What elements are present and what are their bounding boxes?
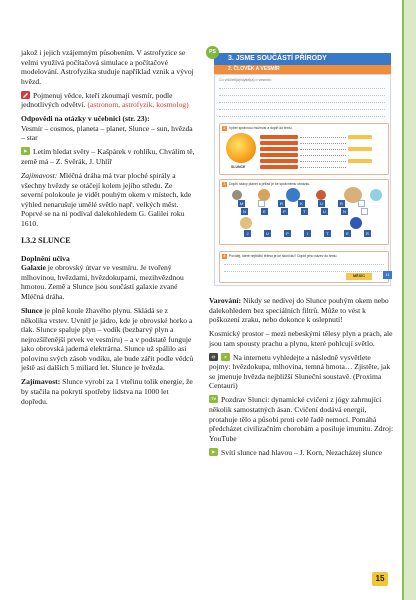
workbook-subtitle: 2. ČLOVĚK A VESMÍR [214, 65, 391, 74]
planet-letter: P [284, 230, 291, 237]
scientists-task [21, 91, 195, 110]
video-icon: ▶ [21, 147, 30, 155]
planet-icon [316, 190, 326, 200]
planet-letter: U [264, 230, 271, 237]
planet-letter: T [301, 208, 308, 215]
yoga-label: Pozdrav Slunci: [221, 395, 270, 405]
answer-line [224, 264, 384, 265]
fill-row [260, 135, 360, 139]
planet-letter: U [321, 208, 328, 215]
side-color-bar [402, 0, 416, 600]
planet-icon [350, 217, 362, 229]
section-title: I.3.2 SLUNCE [21, 236, 71, 246]
answer-line [219, 95, 385, 96]
galaxy-term: Galaxie [21, 263, 46, 273]
sun-term: Slunce [21, 306, 43, 316]
answer-line [219, 88, 385, 89]
fact2-label: Zajímavost: [21, 377, 61, 387]
planet-letter: R [364, 230, 371, 237]
planet-icon [370, 189, 382, 201]
at-icon: @ [209, 353, 218, 361]
sun-text: je plně koule žhavého plynu. Skládá se z několika vrstev. Uvnitř je jádro, kde je obrovské horko a tlak. Slunce spaluje plyn – vodík (bezbarvý plyn a nejrozšířenější prvek ve vesmíru) – a v podstatě funguje jako obrovská jaderná elektrárna. Slunce už spálilo asi polovinu svých zásob vodíku, ale bude zářit podle vědců ještě asi dalších 5 miliard let. Slunce je hvězda. [21, 306, 194, 373]
scientists-task-answer: (astronom, astrofyzik, kosmolog) [87, 100, 189, 110]
planet-letter: U [318, 200, 325, 207]
search-icon: ⌕ [221, 353, 230, 361]
fill-row [260, 159, 360, 163]
pencil-icon [21, 91, 30, 99]
song-tip-1 [21, 147, 195, 166]
scientists-task-text: Pojmenuj vědce, kteří zkoumají vesmír, podle jednotlivých odvětví. [21, 90, 173, 110]
sun-paragraph [21, 306, 195, 373]
workbook-task-3: 3 Doplň názvy planet a přiřaď je ke správnému obrázku. M R K U R N E P T U N J U P I T E R [219, 179, 389, 245]
planet-letter: R [278, 200, 285, 207]
planet-letter: E [344, 230, 351, 237]
planet-letter: N [241, 208, 248, 215]
planet-icon [232, 190, 242, 200]
supplement-heading: Doplnění učiva [21, 253, 70, 263]
warning-paragraph [209, 296, 394, 325]
fill-row [260, 141, 360, 145]
workbook-badge: PS [206, 46, 219, 59]
fact-text: Mléčná dráha má tvar ploché spirály a všechny hvězdy se otáčejí kolem jejího středu. Ze severní polokoule je vidět pouhým okem v místech, kde výhled nenarušuje umělé světlo např. velkých měst. Poprvé se na ni podíval dalekohledem G. Galilei roku 1610. [21, 171, 192, 228]
fact-label: Zajímavost: [21, 171, 58, 181]
space-paragraph: Kosmický prostor – mezi nebeskými tělesy plyn a prach, ale jsou tam spousty prachu a plynu, které pohlcují světlo. [209, 329, 393, 348]
song-tip-2 [209, 448, 394, 458]
fact2-text: Slunce vyrobí za 1 vteřinu tolik energie, že by stačila na pokrytí spotřeby lidstva na 1000 let dopředu. [21, 377, 193, 406]
answer-line [224, 271, 384, 272]
planet-letter: E [261, 208, 268, 215]
fill-row [260, 165, 360, 169]
astrophysics-paragraph: jakož i jejich vzájemným působením. V astrofyzice se velmi využívá počítačová simulace a počítačové modelování. Astrofyzika studuje například vznik a vývoj hvězd. [21, 48, 194, 86]
planet-letter [361, 208, 368, 215]
planet-letter: K [298, 200, 305, 207]
task-3-text: Doplň názvy planet a přiřaď je ke správnému obrázku. [229, 182, 311, 186]
galaxy-text: je obrovský útvar ve vesmíru. Je tvořený mlhovinou, hvězdami, hvězdokupami, mezihvězdnou hmotou. Země a Slunce jsou součástí galaxie zvané Mléčná dráha. [21, 263, 184, 302]
planet-letter: P [281, 208, 288, 215]
workbook-task-2: 2 Vyber správnou možnost a doplň do textu. SLUNCE [219, 123, 389, 175]
right-column [209, 296, 394, 462]
workbook-thumbnail [206, 46, 396, 286]
answer-line [219, 102, 385, 103]
task-4-text: Povídej, které nejbližší těleso je ke sluníčku? Doplň jeho název do textu. [229, 254, 338, 258]
fill-row [260, 147, 360, 151]
page-number: 15 [372, 572, 388, 586]
planet-letter: R [338, 200, 345, 207]
workbook-prompt: Co víš/četl(a)/slyšel(a) o vesmíru [219, 78, 272, 82]
planet-letter: J [244, 230, 251, 237]
planet-letter: M [239, 201, 244, 206]
answer-line [219, 109, 385, 110]
fill-row [260, 153, 360, 157]
tv-icon: TV [210, 396, 217, 402]
planet-icon [240, 217, 252, 229]
answers-heading: Odpovědi na otázky v učebnici (str. 23): [21, 114, 150, 124]
workbook-title: 3. JSME SOUČÁSTÍ PŘÍRODY [214, 53, 391, 65]
sun-illustration [226, 133, 256, 163]
song-tip-1-text: Letím hledat světy – Kašpárek v rohlíku, Chválím tě, země má – Z. Svěrák, J. Uhlíř [21, 147, 195, 166]
left-column [21, 48, 195, 411]
yoga-tip [209, 395, 394, 443]
galaxy-paragraph [21, 263, 195, 301]
workbook-task-4: 4 Povídej, které nejbližší těleso je ke sluníčku? Doplň jeho název do textu. MĚSÍC [219, 251, 389, 283]
planet-letter [358, 200, 365, 207]
planet-letter: T [324, 230, 331, 237]
fact-sun-energy [21, 377, 195, 406]
answers-text: Vesmír – cosmos, planeta – planet, Slunce – sun, hvězda – star [21, 123, 193, 143]
workbook-page-number: 11 [383, 271, 392, 279]
internet-task-text: Na internetu vyhledejte a následně vysvětlete pojmy: hvězdokupa, mlhovina, temná hmota… Zjistěte, jak se jmenuje hvězda nejbližší Sluneční soustavě. (Proxima Centauri) [209, 352, 391, 391]
internet-task [209, 353, 394, 391]
side-stripe [402, 0, 404, 600]
answer-box: MĚSÍC [346, 273, 372, 280]
song-tip-2-text: Svítí slunce nad hlavou – J. Korn, Nezacházej slunce [221, 447, 383, 457]
planet-letter: I [304, 230, 311, 237]
planet-letter [258, 200, 265, 207]
planet-letter: N [341, 208, 348, 215]
warning-label: Varování: [209, 296, 242, 305]
sun-label: SLUNCE [231, 165, 246, 169]
task-2-text: Vyber správnou možnost a doplň do textu. [229, 126, 293, 130]
yoga-text: dynamické cvičení z jógy zahrnující několik samostatných ásan. Cvičení dodává energii, protahuje tělo a působí proti celé řadě nemocí. Pomáhá předcházet civilizačním chorobám a posiluje imunitu. Zdroj: YouTube [209, 395, 394, 443]
answer-line [219, 116, 385, 117]
workbook-box [214, 74, 391, 286]
warning-text: Nikdy se nedívej do Slunce pouhým okem nebo dalekohledem bez speciálních filtrů. Může to vést k poškození zraku, nebo dokonce k oslepnutí! [209, 296, 389, 325]
fact-milky-way [21, 171, 195, 228]
video-icon: ▶ [209, 448, 218, 456]
